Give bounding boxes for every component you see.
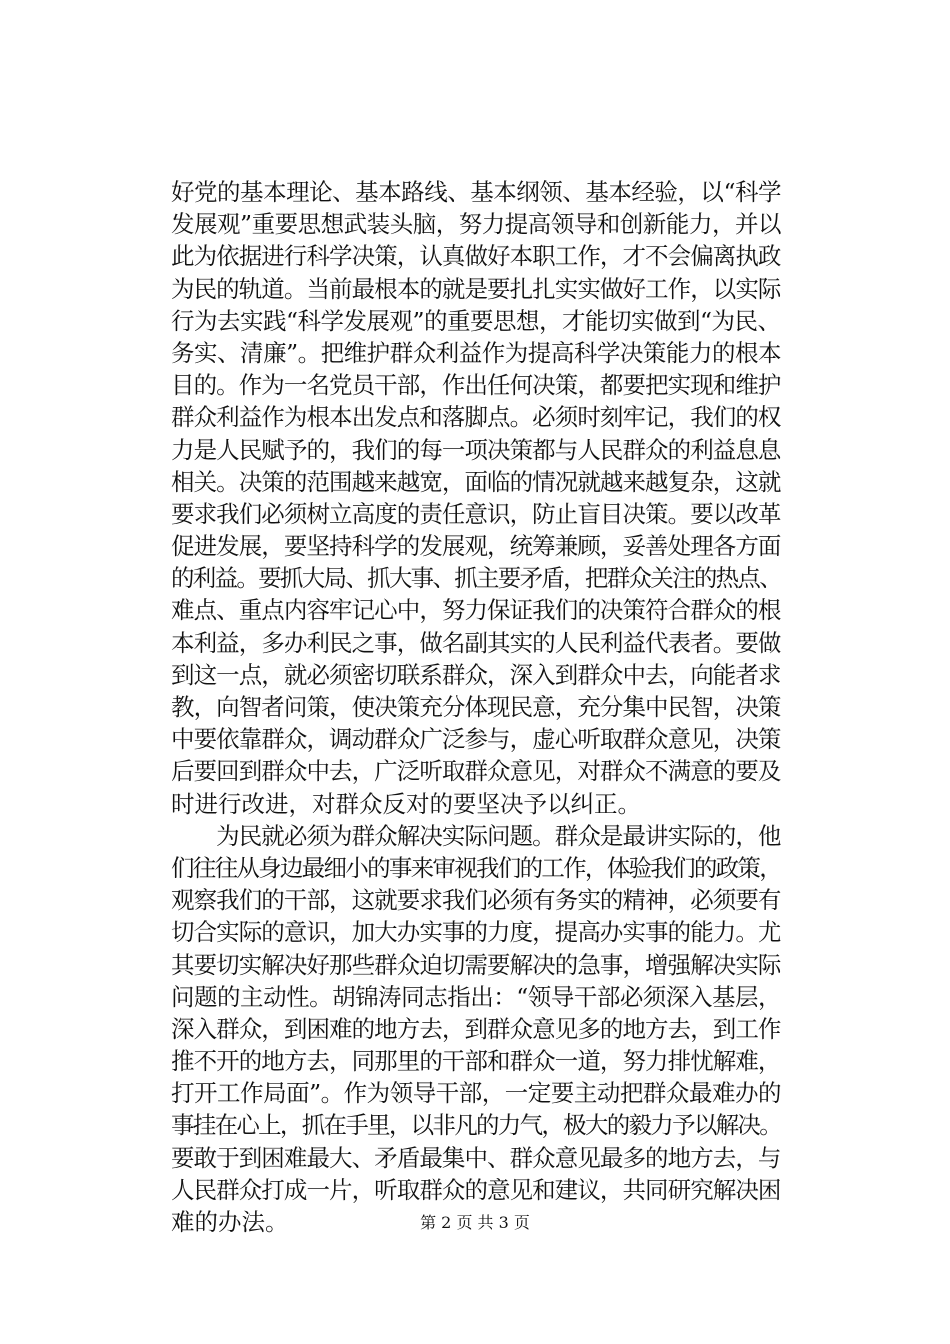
text-line: 要求我们必须树立高度的责任意识，防止盲目决策。要以改革 <box>171 499 781 528</box>
text-line: 难点、重点内容牢记心中，努力保证我们的决策符合群众的根 <box>171 596 781 625</box>
text-line: 力是人民赋予的，我们的每一项决策都与人民群众的利益息息 <box>171 435 781 464</box>
text-line: 目的。作为一名党员干部，作出任何决策，都要把实现和维护 <box>171 371 781 400</box>
text-line: 深入群众，到困难的地方去，到群众意见多的地方去，到工作 <box>171 1014 781 1043</box>
text-line: 为民就必须为群众解决实际问题。群众是最讲实际的，他 <box>171 821 781 850</box>
text-line: 问题的主动性。胡锦涛同志指出：“领导干部必须深入基层， <box>171 982 782 1011</box>
text-line: 其要切实解决好那些群众迫切需要解决的急事，增强解决实际 <box>171 950 781 979</box>
text-line: 此为依据进行科学决策，认真做好本职工作，才不会偏离执政 <box>171 242 781 271</box>
text-line: 本利益，多办利民之事，做名副其实的人民利益代表者。要做 <box>171 628 781 657</box>
text-line: 切合实际的意识，加大办实事的力度，提高办实事的能力。尤 <box>171 918 781 947</box>
text-line: 的利益。要抓大局、抓大事、抓主要矛盾，把群众关注的热点、 <box>171 564 781 593</box>
text-line: 事挂在心上，抓在手里，以非凡的力气，极大的毅力予以解决。 <box>171 1111 781 1140</box>
text-line: 难的办法。 <box>171 1208 289 1236</box>
text-line: 中要依靠群众，调动群众广泛参与，虚心听取群众意见，决策 <box>171 725 781 754</box>
text-line: 观察我们的干部，这就要求我们必须有务实的精神，必须要有 <box>171 886 781 915</box>
text-line: 相关。决策的范围越来越宽，面临的情况就越来越复杂，这就 <box>171 467 781 496</box>
text-line: 务实、清廉”。把维护群众利益作为提高科学决策能力的根本 <box>171 338 782 367</box>
text-line: 人民群众打成一片，听取群众的意见和建议，共同研究解决困 <box>171 1175 781 1204</box>
text-line: 到这一点，就必须密切联系群众，深入到群众中去，向能者求 <box>171 660 781 689</box>
body-text <box>171 176 781 1238</box>
text-line: 教，向智者问策，使决策充分体现民意，充分集中民智，决策 <box>171 693 781 721</box>
text-line: 行为去实践“科学发展观”的重要思想，才能切实做到“为民、 <box>171 306 781 335</box>
text-line: 推不开的地方去，同那里的干部和群众一道，努力排忧解难， <box>171 1047 781 1076</box>
text-line: 为民的轨道。当前最根本的就是要扎扎实实做好工作，以实际 <box>171 274 781 303</box>
text-line: 好党的基本理论、基本路线、基本纲领、基本经验，以“科学 <box>171 178 782 206</box>
text-line: 打开工作局面”。作为领导干部，一定要主动把群众最难办的 <box>171 1079 782 1108</box>
text-line: 群众利益作为根本出发点和落脚点。必须时刻牢记，我们的权 <box>171 403 781 432</box>
text-line: 要敢于到困难最大、矛盾最集中、群众意见最多的地方去，与 <box>171 1143 781 1172</box>
text-line: 时进行改进，对群众反对的要坚决予以纠正。 <box>171 789 641 818</box>
text-line: 们往往从身边最细小的事来审视我们的工作，体验我们的政策， <box>171 853 781 882</box>
text-line: 发展观”重要思想武装头脑，努力提高领导和创新能力，并以 <box>171 210 782 239</box>
text-line: 后要回到群众中去，广泛听取群众意见，对群众不满意的要及 <box>171 757 781 786</box>
text-line: 促进发展，要坚持科学的发展观，统筹兼顾，妥善处理各方面 <box>171 532 781 561</box>
page-footer: 第 2 页 共 3 页 <box>420 1213 530 1232</box>
